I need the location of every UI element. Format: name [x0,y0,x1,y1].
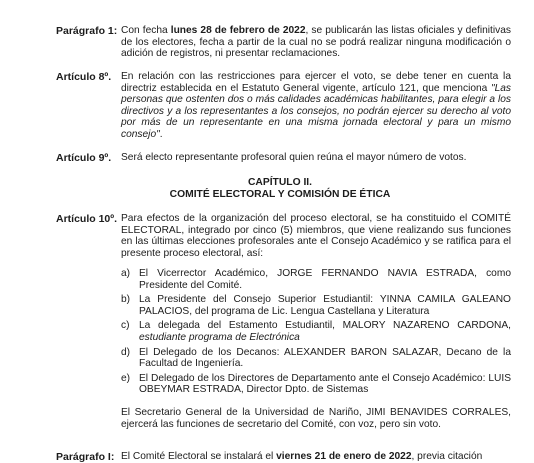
list-item [121,373,511,396]
list-item-text: El Delegado de los Decanos: ALEXANDER BARON SALAZAR, Decano de la Facultad de Ingeniería. [139,346,511,370]
chapter-number: CAPÍTULO II. [247,177,313,188]
article-10-label: Artículo 10º. [56,213,118,225]
article-8-text [121,71,511,141]
list-item [121,347,511,370]
chapter-title: COMITÉ ELECTORAL Y COMISIÓN DE ÉTICA [169,189,391,200]
paragraph-i-text [121,451,511,463]
paragraph-1-text-start: Con fecha [121,25,171,36]
paragraph-1-date: lunes 28 de febrero de 2022 [170,25,306,36]
committee-members-list [121,268,511,399]
article-10-closing: El Secretario General de la Universidad de Nariño, JIMI BENAVIDES CORRALES, ejercerá las funciones de secretario del Comité, con voz, pero sin voto. [121,407,511,430]
list-item-text: El Vicerrector Académico, JORGE FERNANDO NAVIA ESTRADA, como Presidente del Comité. [139,268,511,291]
paragraph-i-text-start: El Comité Electoral se instalará el [121,451,277,462]
article-8-quote: "Las personas que ostenten dos o más calidades académicas habilitantes, para elegir a los directivos y a los representantes a los consejos, no podrán ejercer su derecho al voto por más de un representante en una misma jornada electoral y para un mismo consejo" [121,82,511,140]
list-item-text: La Presidente del Consejo Superior Estudiantil: YINNA CAMILA GALEANO PALACIOS, del programa de Lic. Lengua Castellana y Literatura [139,294,511,317]
list-item-text: La delegada del Estamento Estudiantil, MALORY NAZARENO CARDONA, [139,320,511,332]
list-item-marker: e) [121,372,131,384]
article-8-label: Artículo 8º. [56,71,112,83]
article-8-text-end: . [159,128,163,140]
paragraph-i-label: Parágrafo I: [56,451,115,463]
paragraph-1-text-end: , se publicarán las listas oficiales y definitivas de los electores, fecha a partir de la cual no se podrá realizar ninguna modificación o adición de registros, ni presentar reclamaciones. [121,25,511,60]
article-8-text-start: En relación con las restricciones para ejercer el voto, se debe tener en cuenta la directriz establecida en el Estatuto General vigente, artículo 121, que menciona [121,71,511,94]
paragraph-i-text-end: , previa citación [411,451,483,462]
article-9-text: Será electo representante profesoral quien reúna el mayor número de votos. [121,152,467,163]
paragraph-1-text [121,25,511,60]
list-item-marker: b) [121,294,131,306]
paragraph-i-date: viernes 21 de enero de 2022 [276,451,412,462]
list-item-marker: c) [121,320,130,332]
paragraph-1-label: Parágrafo 1: [56,25,118,37]
list-item-text: El Delegado de los Directores de Departamento ante el Consejo Académico: LUIS OBEYMAR ESTRADA, Director Dpto. de Sistemas [139,372,511,396]
list-item-emphasis: estudiante programa de Electrónica [139,331,300,343]
list-item [121,268,511,291]
article-9-label: Artículo 9º. [56,152,112,164]
list-item-marker: a) [121,268,131,279]
article-10-intro: Para efectos de la organización del proceso electoral, se ha constituido el COMITÉ ELECTORAL, integrado por cinco (5) miembros, que viene realizando sus funciones en las últimas elecciones profesorales ante el Consejo Académico y se ratifica para el presente proceso electoral, así: [121,213,511,259]
list-item [121,294,511,317]
list-item [121,320,511,343]
list-item-marker: d) [121,346,131,358]
